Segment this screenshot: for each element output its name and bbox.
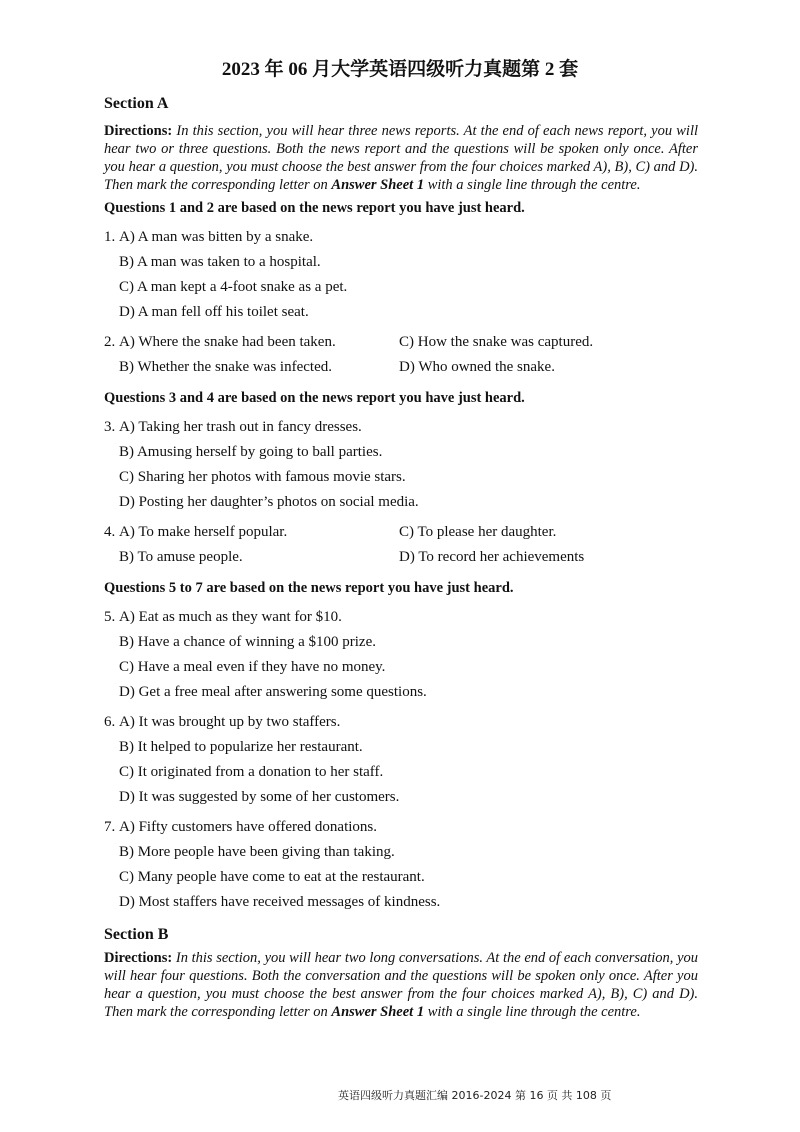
option-row [104, 735, 698, 760]
question-3 [104, 415, 698, 515]
option-d [399, 355, 555, 380]
option-label: B) [119, 444, 134, 460]
directions-text: In this section, you will hear two long conversations. At the end of each conversation, you will hear four questions. Both the conversation and the questions will be spoken only once. After you hear a question, you must choose the best answer from the four choices marked A), B), C) and D). Then mark the corresponding letter on [104, 950, 699, 1020]
question-number: 4. [104, 524, 116, 540]
option-label: B) [119, 739, 134, 755]
option-text: Posting her daughter’s photos on social media. [138, 494, 419, 510]
option-text: A man fell off his toilet seat. [137, 304, 309, 320]
option-a [119, 714, 340, 730]
option-label: B) [119, 634, 134, 650]
option-label: C) [399, 334, 414, 350]
option-d [119, 789, 399, 805]
option-label: D) [119, 894, 135, 910]
option-label: A) [119, 609, 135, 625]
option-text: Taking her trash out in fancy dresses. [138, 419, 362, 435]
option-c [119, 469, 406, 485]
option-b [119, 549, 243, 565]
option-row [104, 605, 698, 630]
question-number: 5. [104, 609, 116, 625]
question-number: 6. [104, 714, 116, 730]
option-c [119, 659, 385, 675]
option-row [104, 250, 698, 275]
question-6 [104, 710, 698, 810]
option-text: Where the snake had been taken. [138, 334, 336, 350]
option-label: A) [119, 419, 135, 435]
option-c [119, 764, 383, 780]
option-label: D) [119, 494, 135, 510]
option-text: More people have been giving than taking. [137, 844, 395, 860]
option-label: A) [119, 714, 135, 730]
page-title: 2023 年 06 月大学英语四级听力真题第 2 套 [221, 59, 579, 80]
question-5 [104, 605, 698, 705]
option-c [399, 330, 593, 355]
option-text: Sharing her photos with famous movie stars. [137, 469, 406, 485]
option-a [119, 819, 377, 835]
option-text: It helped to popularize her restaurant. [137, 739, 363, 755]
option-d [399, 545, 584, 570]
directions-label: Directions: [104, 950, 173, 966]
option-label: D) [119, 684, 135, 700]
option-label: A) [119, 334, 135, 350]
question-2 [104, 330, 698, 380]
option-label: D) [399, 549, 415, 565]
option-label: C) [119, 279, 134, 295]
option-label: C) [119, 469, 134, 485]
option-b [119, 844, 395, 860]
option-text: A man was taken to a hospital. [136, 254, 321, 270]
option-b [119, 359, 332, 375]
option-row [104, 655, 698, 680]
option-text: Eat as much as they want for $10. [138, 609, 342, 625]
question-7 [104, 815, 698, 915]
option-row [104, 710, 698, 735]
option-text: Who owned the snake. [418, 359, 555, 375]
option-b [119, 634, 376, 650]
option-label: C) [119, 659, 134, 675]
option-text: Amusing herself by going to ball parties. [136, 444, 383, 460]
page-footer: 英语四级听力真题汇编 2016-2024 第 16 页 共 108 页 [338, 1089, 612, 1102]
option-label: C) [399, 524, 414, 540]
option-text: Have a chance of winning a $100 prize. [137, 634, 376, 650]
option-text: Get a free meal after answering some questions. [138, 684, 427, 700]
option-row [104, 520, 698, 545]
option-label: B) [119, 254, 134, 270]
option-text: Many people have come to eat at the restaurant. [137, 869, 425, 885]
option-a [119, 419, 362, 435]
option-d [119, 894, 440, 910]
option-row [104, 815, 698, 840]
option-a [119, 334, 336, 350]
option-b [119, 739, 363, 755]
directions-text-end: with a single line through the centre. [427, 177, 641, 193]
option-row [104, 415, 698, 440]
option-text: It was suggested by some of her customers. [138, 789, 400, 805]
option-row [104, 465, 698, 490]
option-label: B) [119, 359, 134, 375]
option-c [399, 520, 556, 545]
option-row [104, 545, 698, 570]
option-row [104, 225, 698, 250]
option-text: A man was bitten by a snake. [137, 229, 314, 245]
option-label: B) [119, 844, 134, 860]
option-text: It originated from a donation to her staff. [137, 764, 384, 780]
option-text: To record her achievements [418, 549, 585, 565]
option-text: Have a meal even if they have no money. [137, 659, 386, 675]
option-b [119, 444, 382, 460]
option-row [104, 490, 698, 515]
question-number: 3. [104, 419, 116, 435]
option-text: A man kept a 4-foot snake as a pet. [136, 279, 348, 295]
section-a-directions [104, 122, 698, 194]
option-text: To make herself popular. [138, 524, 288, 540]
option-label: C) [119, 869, 134, 885]
option-label: D) [399, 359, 415, 375]
option-label: A) [119, 819, 135, 835]
option-text: It was brought up by two staffers. [138, 714, 341, 730]
option-label: D) [119, 304, 135, 320]
option-row [104, 275, 698, 300]
question-number: 2. [104, 334, 116, 350]
option-row [104, 865, 698, 890]
option-b [119, 254, 321, 270]
option-a [119, 229, 313, 245]
option-label: C) [119, 764, 134, 780]
option-d [119, 304, 309, 320]
option-row [104, 890, 698, 915]
option-row [104, 840, 698, 865]
option-text: Fifty customers have offered donations. [138, 819, 377, 835]
option-a [119, 524, 287, 540]
directions-text-end: with a single line through the centre. [427, 1004, 641, 1020]
question-group-intro: Questions 5 to 7 are based on the news report you have just heard. [104, 580, 514, 596]
option-d [119, 684, 427, 700]
section-b-directions [104, 949, 698, 1021]
question-number: 7. [104, 819, 116, 835]
question-1 [104, 225, 698, 325]
option-label: A) [119, 229, 135, 245]
option-text: To amuse people. [137, 549, 243, 565]
directions-emphasis: Answer Sheet 1 [331, 177, 425, 193]
option-row [104, 330, 698, 355]
option-c [119, 279, 347, 295]
section-b-heading: Section B [104, 926, 169, 943]
option-text: Whether the snake was infected. [137, 359, 332, 375]
directions-label: Directions: [104, 123, 173, 139]
directions-emphasis: Answer Sheet 1 [331, 1004, 425, 1020]
option-text: How the snake was captured. [417, 334, 594, 350]
question-4 [104, 520, 698, 570]
option-row [104, 785, 698, 810]
question-group-intro: Questions 3 and 4 are based on the news report you have just heard. [104, 390, 525, 406]
directions-text: In this section, you will hear three news reports. At the end of each news report, you will hear two or three questions. Both the news report and the questions will be spoken only once. After you hear a question, you must choose the best answer from the four choices marked A), B), C) and D). Then mark the corresponding letter on [104, 123, 699, 193]
option-a [119, 609, 342, 625]
option-d [119, 494, 419, 510]
section-a-heading: Section A [104, 95, 169, 112]
option-text: Most staffers have received messages of kindness. [138, 894, 441, 910]
option-row [104, 680, 698, 705]
option-label: B) [119, 549, 134, 565]
option-label: A) [119, 524, 135, 540]
option-row [104, 630, 698, 655]
option-c [119, 869, 425, 885]
page-content [104, 93, 698, 1021]
option-row [104, 760, 698, 785]
question-number: 1. [104, 229, 116, 245]
option-row [104, 440, 698, 465]
option-text: To please her daughter. [417, 524, 557, 540]
question-group-intro: Questions 1 and 2 are based on the news report you have just heard. [104, 200, 525, 216]
option-row [104, 300, 698, 325]
option-label: D) [119, 789, 135, 805]
option-row [104, 355, 698, 380]
